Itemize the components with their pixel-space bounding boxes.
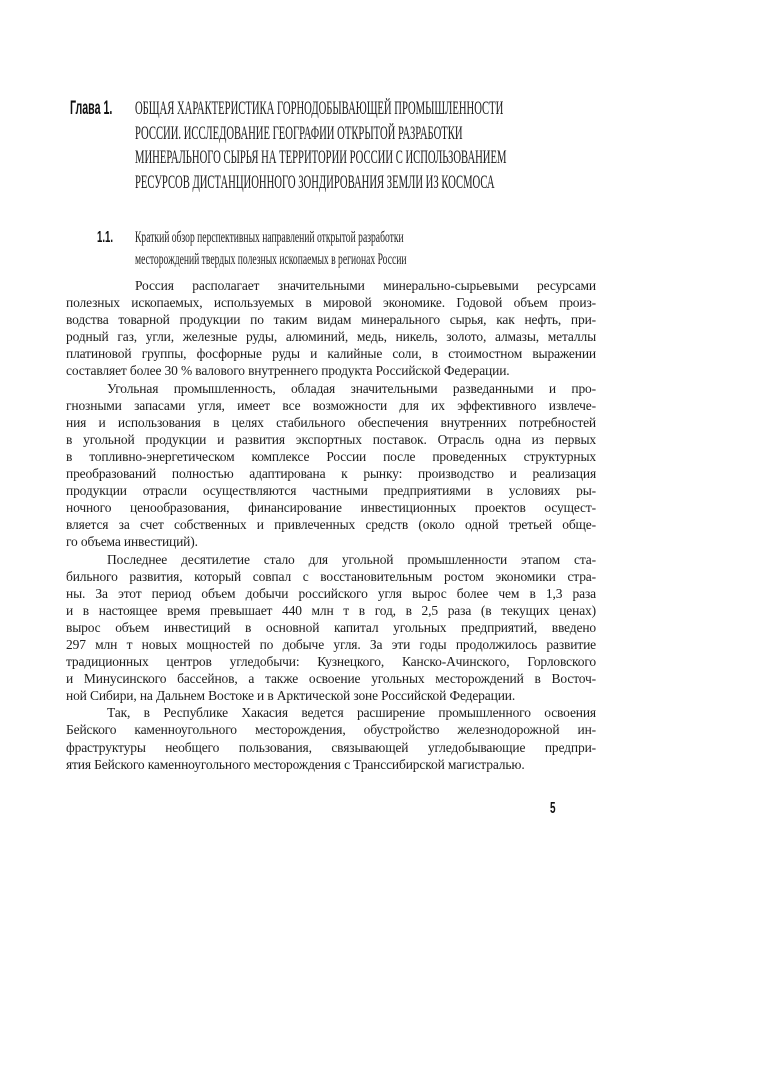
chapter-title-line: РОССИИ. ИССЛЕДОВАНИЕ ГЕОГРАФИИ ОТКРЫТОЙ РАЗРАБОТКИ (135, 122, 463, 144)
text-line: полезных ископаемых, используемых в мировой экономике. Годовой объем произ- (66, 295, 596, 311)
text-line: водства товарной продукции по таким видам минерального сырья, как нефть, при- (66, 312, 596, 328)
page-number: 5 (550, 800, 556, 817)
paragraph (66, 277, 596, 380)
text-line: го объема инвестиций). (66, 534, 198, 550)
text-line: Последнее десятилетие стало для угольной промышленности этапом ста- (107, 551, 596, 567)
text-line: продукции отрасли осуществляются частными предприятиями в условиях ры- (66, 483, 596, 499)
chapter-title (135, 97, 764, 196)
text-line: Угольная промышленность, обладая значительными разведанными и про- (107, 380, 596, 396)
text-line: в угольной продукции и развития экспортных поставок. Отрасль одна из первых (66, 431, 596, 447)
text-line: фраструктуры необщего пользования, связывающей угледобывающие предпри- (66, 739, 596, 755)
section-number: 1.1. (97, 229, 114, 246)
text-line: гнозными запасами угля, имеет все возможности для их эффективного извлече- (66, 397, 596, 413)
text-line: вляется за счет собственных и привлеченных средств (около одной третьей обще- (66, 517, 596, 533)
text-line: платиновой группы, фосфорные руды и калийные соли, в стоимостном выражении (66, 346, 596, 362)
paragraph (66, 380, 596, 551)
section-title-line: месторождений твердых полезных ископаемых в регионах России (135, 251, 407, 268)
text-line: ятия Бейского каменноугольного месторождения с Транссибирской магистралью. (66, 756, 525, 772)
text-line: в топливно-энергетическом комплексе России после проведенных структурных (66, 448, 596, 464)
text-line: ночного ценообразования, финансирование инвестиционных проектов осущест- (66, 500, 596, 516)
section-title (135, 227, 588, 271)
text-line: ны. За этот период объем добычи российского угля вырос более чем в 1,3 раза (66, 585, 596, 601)
chapter-label: Глава 1. (70, 98, 113, 119)
body-text (66, 277, 596, 773)
text-line: Бейского каменноугольного месторождения, обустройство железнодорожной ин- (66, 722, 596, 738)
text-line: Россия располагает значительными минерально-сырьевыми ресурсами (135, 278, 596, 293)
text-line: и в настоящее время превышает 440 млн т в год, в 2,5 раза (в текущих ценах) (66, 602, 596, 618)
text-line: ной Сибири, на Дальнем Востоке и в Арктической зоне Российской Федерации. (66, 688, 516, 704)
text-line: Так, в Республике Хакасия ведется расширение промышленного освоения (107, 705, 596, 721)
text-line: бильного развития, который совпал с восстановительным ростом экономики стра- (66, 568, 596, 584)
text-line: ния и использования в целях стабильного обеспечения внутренних потребностей (66, 414, 596, 430)
text-line: 297 млн т новых мощностей по добыче угля. За эти годы продолжилось развитие (66, 636, 596, 652)
section-title-line: Краткий обзор перспективных направлений открытой разработки (135, 229, 404, 246)
text-line: традиционных центров угледобычи: Кузнецкого, Канско-Ачинского, Горловского (66, 654, 596, 670)
text-line: составляет более 30 % валового внутреннего продукта Российской Федерации. (66, 363, 510, 379)
paragraph (66, 551, 596, 705)
chapter-title-line: РЕСУРСОВ ДИСТАНЦИОННОГО ЗОНДИРОВАНИЯ ЗЕМЛИ ИЗ КОСМОСА (135, 172, 495, 194)
text-line: и Минусинского бассейнов, а также освоение угольных месторождений в Восточ- (66, 671, 596, 687)
chapter-title-line: ОБЩАЯ ХАРАКТЕРИСТИКА ГОРНОДОБЫВАЮЩЕЙ ПРОМЫШЛЕННОСТИ (135, 98, 504, 119)
text-line: вырос объем инвестиций в основной капитал угольных предприятий, введено (66, 619, 596, 635)
text-line: преобразований полностью адаптирована к рынку: производство и реализация (66, 466, 596, 482)
paragraph (66, 704, 596, 772)
chapter-title-line: МИНЕРАЛЬНОГО СЫРЬЯ НА ТЕРРИТОРИИ РОССИИ С ИСПОЛЬЗОВАНИЕМ (135, 147, 507, 169)
text-line: родный газ, угли, железные руды, алюминий, медь, никель, золото, алмазы, металлы (66, 329, 596, 345)
